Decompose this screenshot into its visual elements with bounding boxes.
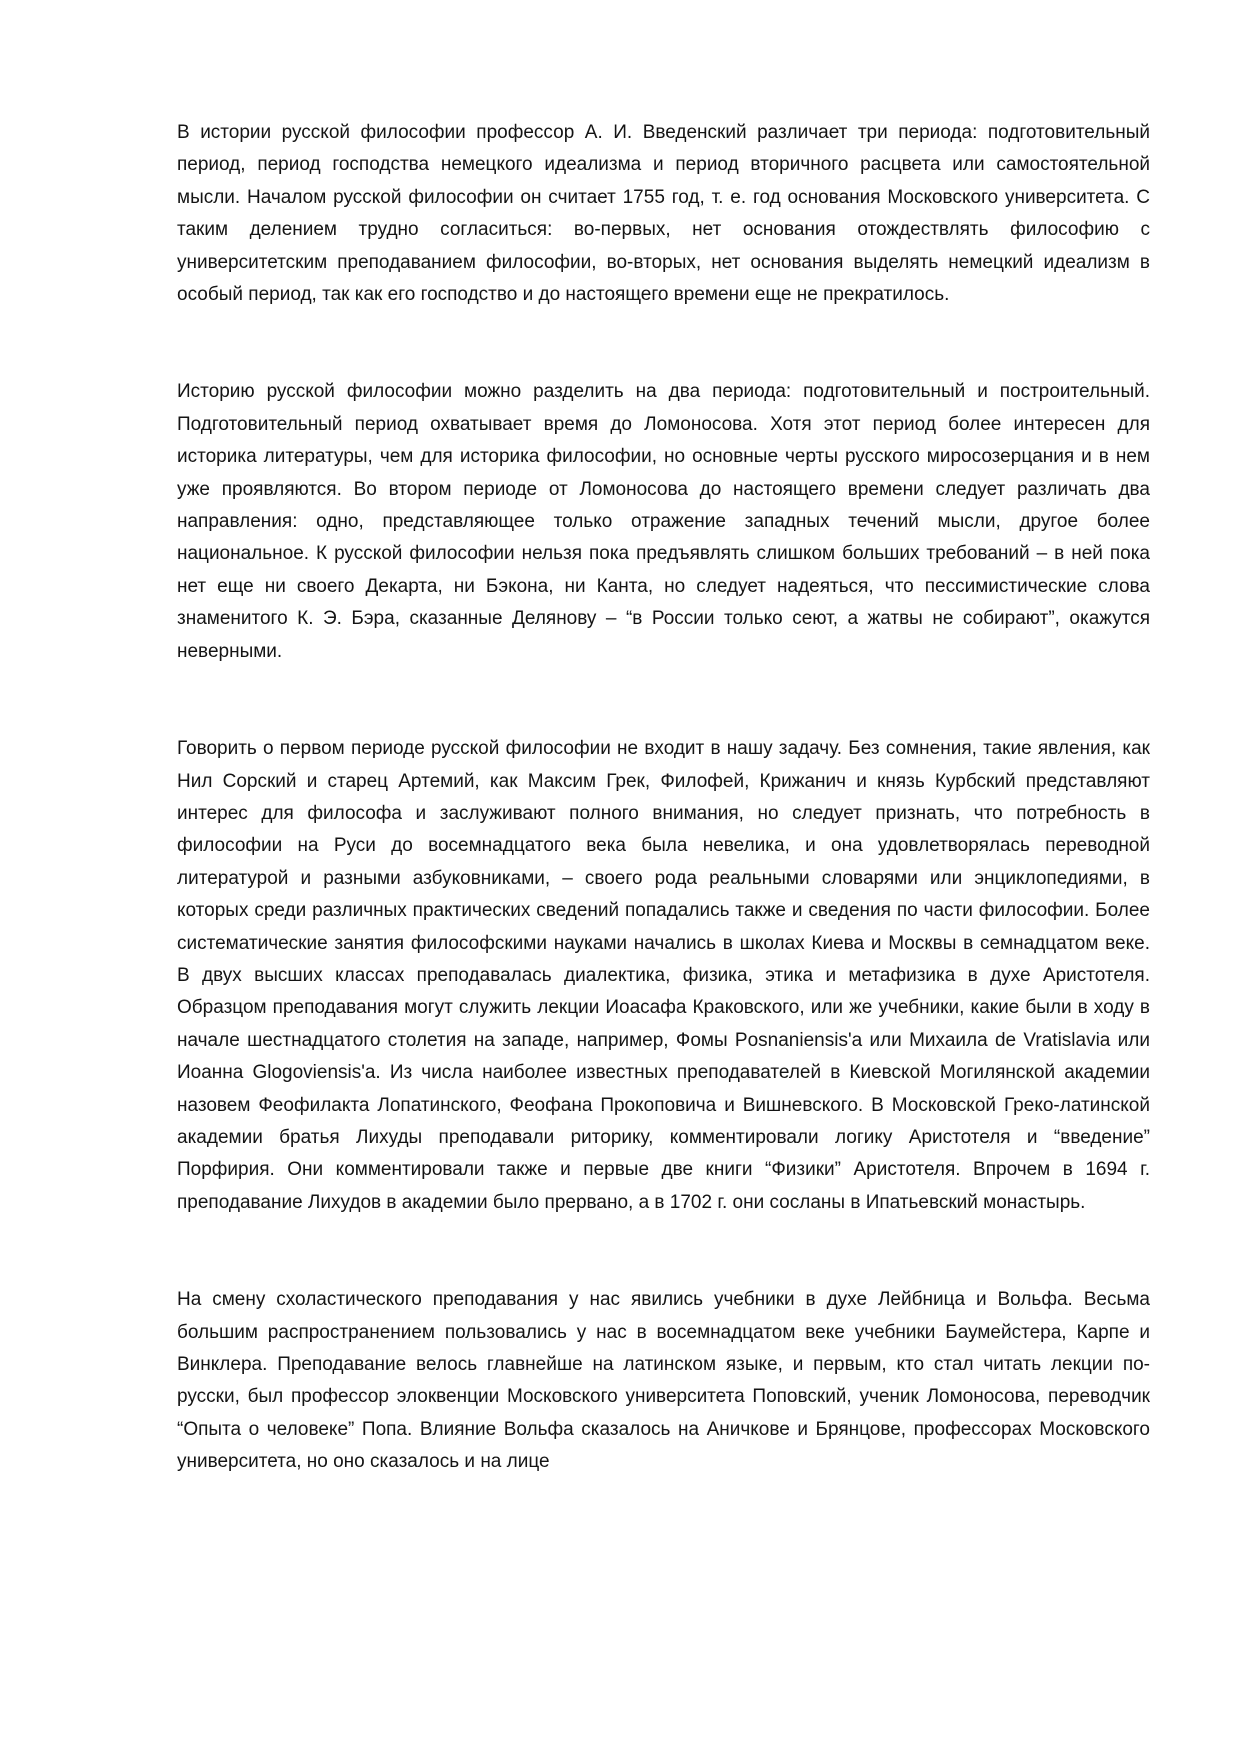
text-column — [177, 117, 1150, 1479]
paragraph-two-periods: Историю русской философии можно разделить на два периода: подготовительный и построительный. Подготовительный период охватывает время до Ломоносова. Хотя этот период более интересен для историка литературы, чем для историка философии, но основные черты русского миросозерцания и в нем уже проявляются. Во втором периоде от Ломоносова до настоящего времени следует различать два направления: одно, представляющее только отражение западных течений мысли, другое более национальное. К русской философии нельзя пока предъявлять слишком больших требований – в ней пока нет еще ни своего Декарта, ни Бэкона, ни Канта, но следует надеяться, что пессимистические слова знаменитого К. Э. Бэра, сказанные Делянову – “в России только сеют, а жатвы не собирают”, окажутся неверными. — [177, 381, 1150, 662]
paragraph-first-period: Говорить о первом периоде русской философии не входит в нашу задачу. Без сомнения, такие явления, как Нил Сорский и старец Артемий, как Максим Грек, Филофей, Крижанич и князь Курбский представляют интерес для философа и заслуживают полного внимания, но следует признать, что потребность в философии на Руси до восемнадцатого века была невелика, и она удовлетворялась переводной литературой и разными азбуковниками, – своего рода реальными словарями или энциклопедиями, в которых среди различных практических сведений попадались также и сведения по части философии. Более систематические занятия философскими науками начались в школах Киева и Москвы в семнадцатом веке. В двух высших классах преподавалась диалектика, физика, этика и метафизика в духе Аристотеля. Образцом преподавания могут служить лекции Иоасафа Краковского, или же учебники, какие были в ходу в начале шестнадцатого столетия на западе, например, Фомы Posnaniensis'a или Михаила de Vratislavia или Иоанна Glogoviensis'a. Из числа наиболее известных преподавателей в Киевской Могилянской академии назовем Феофилакта Лопатинского, Феофана Прокоповича и Вишневского. В Московской Греко-латинской академии братья Лихуды преподавали риторику, комментировали логику Аристотеля и “введение” Порфирия. Они комментировали также и первые две книги “Физики” Аристотеля. Впрочем в 1694 г. преподавание Лихудов в академии было прервано, а в 1702 г. они сосланы в Ипатьевский монастырь. — [177, 738, 1150, 1213]
paragraph-leibniz-wolff: На смену схоластического преподавания у нас явились учебники в духе Лейбница и Вольфа. Весьма большим распространением пользовались у нас в восемнадцатом веке учебники Баумейстера, Карпе и Винклера. Преподавание велось главнейше на латинском языке, и первым, кто стал читать лекции по-русски, был профессор элоквенции Московского университета Поповский, ученик Ломоносова, переводчик “Опыта о человеке” Попа. Влияние Вольфа сказалось на Аничкове и Брянцове, профессорах Московского университета, но оно сказалось и на лице — [177, 1289, 1150, 1473]
paragraph-periods-vvedensky: В истории русской философии профессор А. И. Введенский различает три периода: подготовительный период, период господства немецкого идеализма и период вторичного расцвета или самостоятельной мысли. Началом русской философии он считает 1755 год, т. е. год основания Московского университета. С таким делением трудно согласиться: во-первых, нет основания отождествлять философию с университетским преподаванием философии, во-вторых, нет основания выделять немецкий идеализм в особый период, так как его господство и до настоящего времени еще не прекратилось. — [177, 122, 1150, 306]
